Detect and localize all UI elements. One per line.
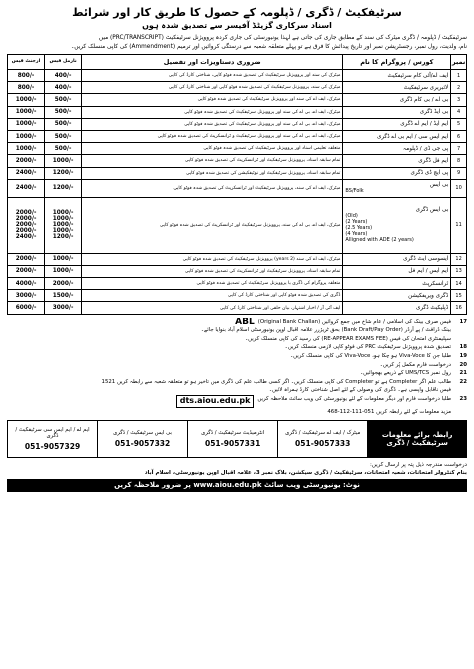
- row-urgent-fee: 3000/-: [8, 290, 45, 302]
- note-text: بینک ڈرافٹ / پے آرڈر (Bank Draft/Pay Order) بحق ٹریژرر علامہ اقبال اوپن یونیورسٹی اسلام آباد بنوایا جائے۔: [200, 327, 451, 334]
- row-requirements: میٹرک، ایف اے کی سند (2 years) پروویژنل سرٹیفکیٹ کی تصدیق شدہ فوٹو کاپی: [82, 253, 343, 265]
- contact-phone: 051-9057331: [204, 439, 261, 449]
- note-number: 23: [459, 395, 467, 402]
- course-name-text: پی ایچ ڈی ڈگری: [410, 170, 449, 177]
- normal-fee-line: 1000/-: [52, 228, 74, 235]
- course-name-text: ایم ایڈ / ایم اے ڈگری: [400, 121, 449, 128]
- header-name: کورس / پروگرام کا نام: [343, 55, 451, 70]
- page-title: سرٹیفکیٹ / ڈگری / ڈپلومہ کے حصول کا طریق کار اور شرائط: [72, 6, 402, 19]
- row-number: 12: [451, 253, 467, 265]
- row-course-name: [343, 94, 451, 106]
- course-sub-label: (4 Years): [345, 231, 368, 238]
- note-item: [7, 326, 467, 335]
- table-row: [8, 197, 467, 253]
- table-row: [8, 302, 467, 314]
- row-requirements: میٹرک کی سند اور پروویژنل سرٹیفکیٹ کی تصدیق شدہ فوٹو کاپی، شناختی کارڈ کی کاپی: [82, 70, 343, 82]
- row-course-name: [343, 155, 451, 167]
- row-course-name: [343, 197, 451, 253]
- contact-cell: [187, 421, 277, 457]
- course-name-text: بی اے / بی کام ڈگری: [399, 96, 449, 103]
- table-row: [8, 253, 467, 265]
- note-item: [7, 352, 467, 361]
- notes-section: [7, 318, 467, 417]
- row-requirements: متعلقہ پروگرام کی ڈگری یا پروویژنل سرٹیفکیٹ کی تصدیق شدہ فوٹو کاپی: [82, 278, 343, 290]
- row-course-name: [343, 302, 451, 314]
- contact-heading: رابطہ برائے معلومات سرٹیفکیٹ / ڈگری: [367, 421, 466, 457]
- row-requirements: میٹرک، ایف اے کی سند، پروویژنل سرٹیفکیٹ اور ٹرانسکرپٹ کی تصدیق شدہ فوٹو کاپی: [82, 179, 343, 197]
- urgent-fee-line: 2400/-: [15, 234, 37, 241]
- row-number: 2: [451, 82, 467, 94]
- row-normal-fee: 400/-: [45, 70, 82, 82]
- footer-line-2: بنام کنٹرولر امتحانات، شعبہ امتحانات، سرٹیفکیٹ / ڈگری سیکشن، بلاک نمبر 3، علامہ اقبال اوپن یونیورسٹی، اسلام آباد: [144, 470, 467, 477]
- note-number: [454, 386, 467, 395]
- row-normal-fee: [45, 197, 82, 253]
- row-course-name: [343, 179, 451, 197]
- contact-phone: 051-9057329: [24, 442, 81, 452]
- row-urgent-fee: 1000/-: [8, 130, 45, 142]
- course-name-text: ٹرانسکرپٹ: [422, 280, 449, 287]
- row-number: 6: [451, 130, 467, 142]
- note-number: 17: [459, 318, 467, 325]
- row-requirements: میٹرک، ایف اے، بی اے کی سند اور پروویژنل سرٹیفکیٹ و ٹرانسکرپٹ کی تصدیق شدہ فوٹو کاپی: [82, 130, 343, 142]
- row-course-name: [343, 70, 451, 82]
- table-row: [8, 130, 467, 142]
- row-requirements: تمام سابقہ اسناد، پروویژنل سرٹیفکیٹ اور ٹرانسکرپٹ کی تصدیق شدہ فوٹو کاپی: [82, 265, 343, 277]
- table-row: [8, 179, 467, 197]
- table-row: [8, 290, 467, 302]
- contact-label: انٹرمیڈیٹ سرٹیفکیٹ / ڈگری: [201, 430, 265, 437]
- course-sub-label: (2 Years): [345, 219, 368, 226]
- row-number: 9: [451, 167, 467, 179]
- contact-label: میٹرک / ایف اے سرٹیفکیٹ / ڈگری: [285, 430, 361, 437]
- normal-fee-line: 1200/-: [52, 234, 74, 241]
- row-number: 1: [451, 70, 467, 82]
- note-text: طالب علم اگر Completer ہے تو Completer کی کاپی منسلک کریں۔ اگر کسی طالب علم کی ڈگری میں تاخیر ہو تو متعلقہ شعبہ سے رابطہ کریں 1521: [101, 378, 451, 385]
- note-item: [7, 343, 467, 352]
- row-requirements: میٹرک، ایف اے کی سند اور پروویژنل سرٹیفکیٹ کی تصدیق شدہ فوٹو کاپی: [82, 94, 343, 106]
- footer-note-bar: نوٹ: یونیورسٹی ویب سائٹ www.aiou.edu.pk پر ضرور ملاحظہ کریں: [7, 479, 467, 492]
- row-normal-fee: 1500/-: [45, 290, 82, 302]
- row-urgent-fee: 2000/-: [8, 253, 45, 265]
- fee-table-body: [8, 70, 467, 315]
- header-requirements: ضروری دستاویزات اور تفصیل: [82, 55, 343, 70]
- row-urgent-fee: 2000/-: [8, 155, 45, 167]
- row-number: 3: [451, 94, 467, 106]
- note-item: [7, 378, 467, 387]
- table-row: [8, 94, 467, 106]
- row-normal-fee: 2000/-: [45, 278, 82, 290]
- row-course-name: [343, 130, 451, 142]
- row-requirements: میٹرک، ایف اے، بی اے کی سند، پروویژنل سرٹیفکیٹ اور ٹرانسکرپٹ کی تصدیق شدہ فوٹو کاپی: [82, 197, 343, 253]
- note-item: [7, 408, 467, 417]
- table-row: [8, 106, 467, 118]
- fee-table: [7, 54, 467, 315]
- urgent-fee-line: 2000/-: [15, 216, 37, 223]
- row-normal-fee: 3000/-: [45, 302, 82, 314]
- row-number: 4: [451, 106, 467, 118]
- course-name-text: ایسوسی ایٹ ڈگری: [403, 256, 449, 263]
- note-item: [7, 361, 467, 370]
- row-number: 8: [451, 155, 467, 167]
- note-number: 18: [459, 344, 467, 351]
- row-urgent-fee: 4000/-: [8, 278, 45, 290]
- table-row: [8, 82, 467, 94]
- course-name-text: ڈپلیکیٹ ڈگری: [415, 305, 449, 312]
- row-requirements: تمام سابقہ اسناد، پروویژنل سرٹیفکیٹ اور ٹرانسکرپٹ کی تصدیق شدہ فوٹو کاپی: [82, 155, 343, 167]
- row-course-name: [343, 278, 451, 290]
- note-number: 20: [459, 361, 467, 368]
- note-text: درخواست فارم مکمل پُر کریں۔: [379, 361, 451, 368]
- row-urgent-fee: 800/-: [8, 82, 45, 94]
- row-requirements: ڈگری کی تصدیق شدہ فوٹو کاپی اور شناختی کارڈ کی کاپی: [82, 290, 343, 302]
- course-name-text: پی جی ڈی / ڈپلومہ: [402, 145, 449, 152]
- row-course-name: [343, 106, 451, 118]
- normal-fee-line: 1000/-: [52, 216, 74, 223]
- row-urgent-fee: 6000/-: [8, 302, 45, 314]
- note-text: فیس صرف بینک کی اسلامی / عام شاخ میں جمع کروائیں (Original Bank Challan): [257, 318, 451, 325]
- urgent-fee-line: 2000/-: [15, 222, 37, 229]
- contact-label: ایم اے / ایم ایس سی سرٹیفکیٹ / ڈگری: [15, 427, 90, 440]
- row-urgent-fee: 1000/-: [8, 118, 45, 130]
- row-number: 5: [451, 118, 467, 130]
- row-requirements: میٹرک کی سند، پروویژنل سرٹیفکیٹ کی تصدیق شدہ فوٹو کاپی اور شناختی کارڈ کی کاپی: [82, 82, 343, 94]
- row-normal-fee: 500/-: [45, 130, 82, 142]
- normal-fee-line: 1000/-: [52, 222, 74, 229]
- note-text: طلبا جن کا Viva-Voce ہو چکا ہو، Viva-Voce کی کاپی منسلک کریں۔: [289, 353, 451, 359]
- table-row: [8, 167, 467, 179]
- course-sub-label: (2.5 Years): [345, 225, 373, 232]
- header-normal-fee: نارمل فیس: [45, 55, 82, 70]
- normal-fee-line: 1000/-: [52, 210, 74, 217]
- header-num: نمبر: [451, 55, 467, 70]
- table-row: [8, 118, 467, 130]
- note-number: 21: [459, 370, 467, 377]
- row-normal-fee: 500/-: [45, 143, 82, 155]
- note-text: طلبا درخواست فارم اور دیگر معلومات کے لئے یونیورسٹی کی ویب سائٹ ملاحظہ کریں: [257, 395, 451, 402]
- bank-logo-text: ABL: [235, 317, 255, 327]
- row-requirements: ایف آئی آر / اخبار اشتہار، بیان حلفی اور شناختی کارڈ کی کاپی: [82, 302, 343, 314]
- contact-cell: [97, 421, 187, 457]
- note-number: 22: [459, 378, 467, 385]
- footer-line-1: درخواست مندرجہ ذیل پتہ پر ارسال کریں:: [370, 462, 467, 469]
- contact-cell: [8, 421, 97, 457]
- table-row: [8, 265, 467, 277]
- contact-cell: [277, 421, 367, 457]
- contact-phone: 051-9057332: [114, 439, 171, 449]
- row-normal-fee: 1000/-: [45, 155, 82, 167]
- row-number: 10: [451, 179, 467, 197]
- course-sub-label: (Old): [345, 213, 358, 220]
- note-number: 19: [459, 353, 467, 359]
- note-item: [7, 318, 467, 327]
- row-normal-fee: 500/-: [45, 118, 82, 130]
- row-normal-fee: 1000/-: [45, 265, 82, 277]
- row-course-name: [343, 265, 451, 277]
- course-name-text: ایم فل ڈگری: [418, 157, 449, 164]
- row-number: 13: [451, 265, 467, 277]
- note-text: سپلیمنٹری امتحان کی فیس (RE-APPEAR EXAMS FEE) کی رسید کی کاپی منسلک کریں۔: [244, 335, 451, 342]
- fee-table-header: [8, 55, 467, 70]
- row-urgent-fee: 1000/-: [8, 143, 45, 155]
- course-name-text: بی ایس ڈگری: [415, 207, 449, 214]
- note-item: [7, 395, 467, 408]
- note-text: مزید معلومات کے لئے رابطہ کریں 051-111-112-468: [327, 408, 451, 415]
- row-normal-fee: 1200/-: [45, 167, 82, 179]
- row-number: 11: [451, 197, 467, 253]
- note-item: [7, 335, 467, 344]
- row-urgent-fee: 1000/-: [8, 94, 45, 106]
- table-row: [8, 70, 467, 82]
- header-urgent-fee: ارجنٹ فیس: [8, 55, 45, 70]
- course-name-text: ایم ایس سی / ایم بی اے ڈگری: [376, 133, 449, 140]
- note-text: تصدیق شدہ پروویژنل سرٹیفکیٹ PRC کی فوٹو کاپی لازمی منسلک کریں۔: [284, 344, 451, 351]
- course-name-text: بی ایڈ ڈگری: [419, 109, 449, 116]
- row-course-name: [343, 253, 451, 265]
- note-number: [454, 408, 467, 417]
- course-sub-label: Alligned with ADE (2 years): [345, 237, 414, 244]
- course-name-text: بی ایس: [429, 182, 449, 189]
- intro-line-1: سرٹیفکیٹ / ڈپلومہ / ڈگری میٹرک کی سند کے مطابق جاری کی جاتی ہے لہذا یونیورسٹی کی جاری کردہ پروویژنل سرٹیفکیٹ (PRC/TRANSCRIPT) میں: [98, 35, 467, 41]
- row-urgent-fee: 2000/-: [8, 265, 45, 277]
- urgent-fee-line: 2000/-: [15, 228, 37, 235]
- note-item: [7, 386, 467, 395]
- note-text: فیس ناقابل واپسی ہے۔ ڈگری کی وصولی کے لئے اصل شناختی کارڈ ہمراہ لائیں۔: [268, 387, 451, 394]
- course-name-text: ایف اے/آئی کام سرٹیفکیٹ: [387, 72, 449, 79]
- urgent-fee-line: 2000/-: [15, 210, 37, 217]
- row-course-name: [343, 82, 451, 94]
- row-urgent-fee: 1000/-: [8, 106, 45, 118]
- row-number: 16: [451, 302, 467, 314]
- table-row: [8, 278, 467, 290]
- row-normal-fee: 500/-: [45, 94, 82, 106]
- course-sub-label: BS/Folk: [345, 188, 364, 195]
- contact-phone: 051-9057333: [295, 439, 351, 449]
- row-course-name: [343, 290, 451, 302]
- row-number: 14: [451, 278, 467, 290]
- footer-address: [7, 461, 467, 477]
- note-number: [454, 326, 467, 335]
- row-requirements: تمام سابقہ اسناد، پروویژنل سرٹیفکیٹ اور نوٹیفکیشن کی تصدیق شدہ فوٹو کاپی: [82, 167, 343, 179]
- row-normal-fee: 500/-: [45, 106, 82, 118]
- row-course-name: [343, 118, 451, 130]
- note-item: [7, 369, 467, 378]
- course-name-text: لائبریری سرٹیفکیٹ: [403, 84, 449, 91]
- row-course-name: [343, 143, 451, 155]
- contact-box: [7, 420, 467, 458]
- row-urgent-fee: [8, 197, 45, 253]
- row-urgent-fee: 2400/-: [8, 167, 45, 179]
- row-normal-fee: 1200/-: [45, 179, 82, 197]
- row-number: 7: [451, 143, 467, 155]
- course-name-text: ڈگری ویریفکیشن: [408, 292, 449, 299]
- row-normal-fee: 1000/-: [45, 253, 82, 265]
- table-row: [8, 143, 467, 155]
- row-number: 15: [451, 290, 467, 302]
- page-subtitle: اسناد سرکاری گزیٹڈ آفیسر سے تصدیق شدہ ہوں: [142, 21, 332, 30]
- table-row: [8, 155, 467, 167]
- intro-text: [7, 34, 467, 52]
- note-number: [454, 335, 467, 344]
- row-requirements: متعلقہ تعلیمی اسناد اور پروویژنل سرٹیفکیٹ کی تصدیق شدہ فوٹو کاپی: [82, 143, 343, 155]
- row-urgent-fee: 800/-: [8, 70, 45, 82]
- contact-label: بی ایس سرٹیفکیٹ / ڈگری: [113, 430, 173, 437]
- row-urgent-fee: 2400/-: [8, 179, 45, 197]
- intro-line-2: نام، ولدیت، رول نمبر، رجسٹریشن نمبر اور تاریخ پیدائش کا فرق ہے تو پہلے متعلقہ شعبہ سے درستگی کروائیں اور ترمیم (Ammendment) کی کاپی منسلک کریں۔: [70, 44, 467, 50]
- note-text: رول نمبر UMS/TCS کے ذریعے بھجوائیں۔: [359, 370, 451, 377]
- row-requirements: میٹرک، ایف اے، بی اے کی سند اور پروویژنل سرٹیفکیٹ کی تصدیق شدہ فوٹو کاپی: [82, 118, 343, 130]
- course-name-text: ایم ایس / ایم فل: [408, 268, 449, 275]
- row-requirements: میٹرک، ایف اے، بی اے کی سند اور پروویژنل سرٹیفکیٹ کی تصدیق شدہ فوٹو کاپی: [82, 106, 343, 118]
- row-course-name: [343, 167, 451, 179]
- website-link[interactable]: dts.aiou.edu.pk: [176, 395, 255, 408]
- row-normal-fee: 400/-: [45, 82, 82, 94]
